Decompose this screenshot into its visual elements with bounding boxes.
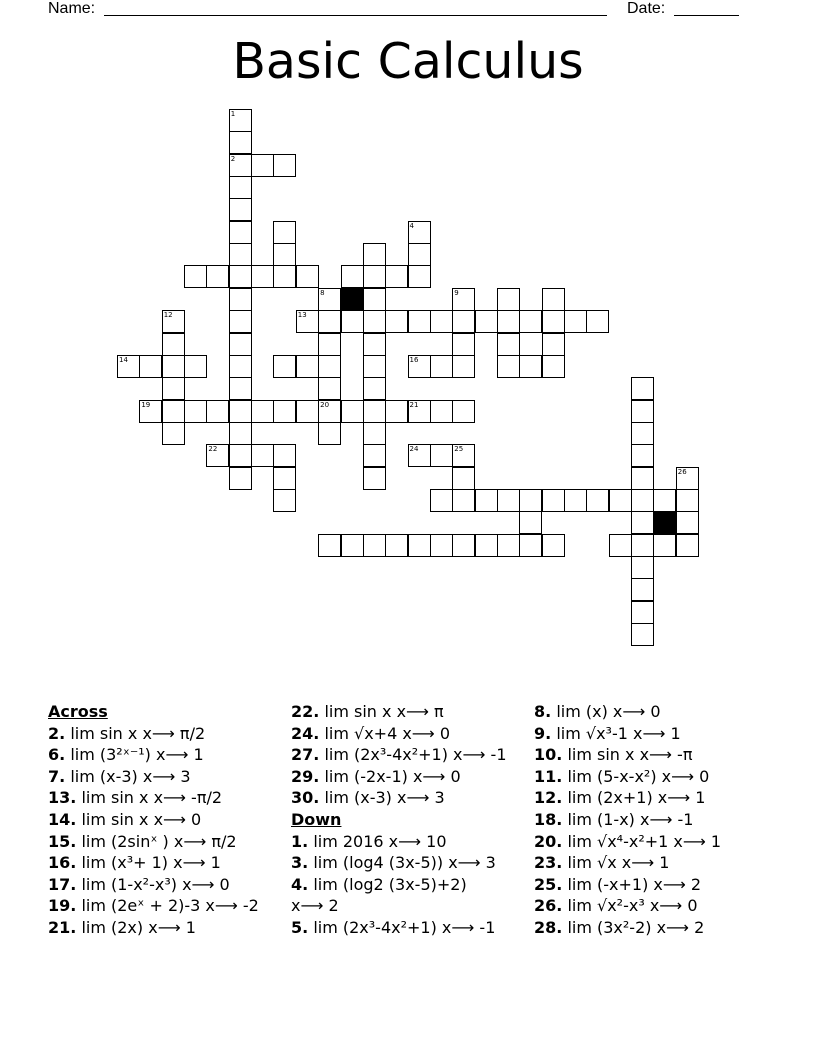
clue-number: 19 — [141, 400, 151, 409]
clue-item-number: 15. — [48, 831, 77, 851]
grid-cell[interactable] — [519, 310, 542, 333]
grid-cell[interactable] — [653, 534, 676, 557]
clue-item-number: 27. — [291, 745, 320, 765]
grid-cell[interactable] — [229, 444, 252, 467]
grid-cell[interactable] — [318, 310, 341, 333]
grid-cell[interactable] — [408, 243, 431, 266]
grid-cell[interactable] — [363, 288, 386, 311]
clue-column-2 — [291, 701, 526, 939]
grid-cell[interactable] — [631, 467, 654, 490]
clue-item-text: lim (3²ˣ⁻¹) x⟶ 1 — [70, 745, 204, 765]
grid-cell[interactable] — [564, 310, 587, 333]
grid-cell[interactable] — [363, 310, 386, 333]
clue-number: 26 — [677, 467, 687, 476]
grid-cell[interactable] — [497, 288, 520, 311]
grid-cell[interactable] — [408, 310, 431, 333]
clue-item — [291, 701, 526, 723]
grid-cell[interactable] — [497, 489, 520, 512]
clue-item-text: lim sin x x⟶ -π/2 — [81, 788, 223, 808]
grid-cell[interactable] — [609, 489, 632, 512]
grid-cell[interactable] — [229, 467, 252, 490]
grid-cell[interactable] — [206, 400, 229, 423]
grid-cell[interactable] — [229, 131, 252, 154]
grid-cell[interactable] — [363, 377, 386, 400]
clue-item — [534, 701, 769, 723]
clue-item-text: lim (5-x-x²) x⟶ 0 — [567, 766, 710, 786]
grid-cell[interactable] — [363, 243, 386, 266]
clue-column-3 — [534, 701, 769, 939]
clue-item-number: 11. — [534, 766, 563, 786]
clue-item-number: 3. — [291, 853, 309, 873]
clue-column-1 — [48, 701, 283, 939]
grid-cell[interactable] — [229, 243, 252, 266]
clue-item — [291, 744, 526, 766]
clue-item-number: 18. — [534, 809, 563, 829]
clue-item-number: 24. — [291, 723, 320, 743]
date-label: Date: — [627, 0, 666, 17]
grid-cell[interactable] — [408, 355, 431, 378]
grid-cell[interactable] — [184, 400, 207, 423]
grid-cell[interactable] — [341, 265, 364, 288]
clue-number: 12 — [163, 311, 173, 320]
clue-number: 24 — [409, 445, 419, 454]
grid-cell[interactable] — [408, 265, 431, 288]
grid-cell[interactable] — [229, 221, 252, 244]
grid-cell[interactable] — [273, 243, 296, 266]
clue-item-text: lim (x) x⟶ 0 — [556, 702, 661, 721]
grid-cell[interactable] — [229, 109, 252, 132]
clue-item — [291, 874, 526, 917]
grid-cell[interactable] — [296, 265, 319, 288]
grid-cell[interactable] — [162, 310, 185, 333]
grid-cell[interactable] — [452, 444, 475, 467]
grid-cell[interactable] — [475, 534, 498, 557]
grid-cell[interactable] — [452, 400, 475, 423]
grid-cell[interactable] — [430, 400, 453, 423]
grid-cell[interactable] — [363, 422, 386, 445]
grid-cell[interactable] — [385, 310, 408, 333]
grid-cell[interactable] — [542, 489, 565, 512]
grid-cell[interactable] — [318, 534, 341, 557]
grid-cell[interactable] — [542, 310, 565, 333]
grid-cell[interactable] — [676, 489, 699, 512]
grid-cell[interactable] — [184, 265, 207, 288]
grid-cell[interactable] — [363, 265, 386, 288]
clue-item-number: 2. — [48, 723, 66, 743]
clue-item — [48, 787, 283, 809]
clue-number: 2 — [230, 154, 236, 163]
clue-item — [291, 723, 526, 745]
clue-item — [48, 766, 283, 788]
clue-item — [534, 787, 769, 809]
clue-item-number: 26. — [534, 896, 563, 916]
grid-cell[interactable] — [363, 333, 386, 356]
grid-cell[interactable] — [497, 534, 520, 557]
clue-item — [48, 831, 283, 853]
grid-cell[interactable] — [631, 623, 654, 646]
clue-item-text: lim 2016 x⟶ 10 — [313, 831, 447, 851]
grid-cell[interactable] — [452, 333, 475, 356]
clue-item-text: lim √x⁴-x²+1 x⟶ 1 — [567, 831, 722, 851]
grid-cell[interactable] — [273, 467, 296, 490]
grid-cell[interactable] — [519, 511, 542, 534]
clue-item-number: 5. — [291, 917, 309, 937]
grid-cell[interactable] — [430, 310, 453, 333]
clue-item — [291, 831, 526, 853]
clue-item-number: 1. — [291, 831, 309, 851]
clue-item — [534, 874, 769, 896]
grid-cell[interactable] — [251, 444, 274, 467]
grid-cell[interactable] — [229, 400, 252, 423]
grid-cell[interactable] — [452, 467, 475, 490]
grid-cell[interactable] — [385, 400, 408, 423]
clue-item-number: 4. — [291, 874, 309, 894]
clue-item-text: lim (3x²-2) x⟶ 2 — [567, 917, 705, 937]
grid-block — [341, 288, 364, 311]
grid-cell[interactable] — [408, 534, 431, 557]
grid-cell[interactable] — [676, 511, 699, 534]
grid-cell[interactable] — [452, 489, 475, 512]
grid-cell[interactable] — [251, 400, 274, 423]
grid-cell[interactable] — [676, 534, 699, 557]
clue-number: 9 — [454, 288, 459, 297]
grid-cell[interactable] — [229, 310, 252, 333]
clue-item-text: lim (-2x-1) x⟶ 0 — [324, 766, 461, 786]
grid-cell[interactable] — [475, 489, 498, 512]
grid-cell[interactable] — [542, 355, 565, 378]
clue-item-text: lim (-x+1) x⟶ 2 — [567, 874, 702, 894]
grid-cell[interactable] — [452, 288, 475, 311]
clue-item-text: lim sin x x⟶ π/2 — [70, 723, 206, 743]
grid-cell[interactable] — [497, 355, 520, 378]
grid-cell[interactable] — [229, 355, 252, 378]
grid-cell[interactable] — [229, 176, 252, 199]
grid-cell[interactable] — [273, 355, 296, 378]
clue-item-number: 21. — [48, 917, 77, 937]
grid-cell[interactable] — [653, 489, 676, 512]
grid-cell[interactable] — [452, 310, 475, 333]
clue-item — [534, 852, 769, 874]
clue-item — [534, 766, 769, 788]
grid-cell[interactable] — [631, 489, 654, 512]
grid-cell[interactable] — [341, 310, 364, 333]
clue-number: 8 — [320, 288, 325, 297]
clue-item-number: 9. — [534, 723, 552, 743]
clue-item-number: 20. — [534, 831, 563, 851]
clue-item-text: lim √x+4 x⟶ 0 — [324, 723, 451, 743]
grid-cell[interactable] — [609, 534, 632, 557]
clue-item — [534, 744, 769, 766]
grid-cell[interactable] — [430, 444, 453, 467]
grid-cell[interactable] — [631, 444, 654, 467]
clue-number: 20 — [320, 400, 330, 409]
grid-cell[interactable] — [363, 400, 386, 423]
clue-item — [291, 852, 526, 874]
clue-item-number: 13. — [48, 788, 77, 808]
clue-number: 25 — [454, 445, 464, 454]
clue-item-text: lim (1-x) x⟶ -1 — [567, 809, 694, 829]
clue-item — [534, 895, 769, 917]
clue-item-text: lim sin x x⟶ π — [324, 702, 444, 721]
grid-cell[interactable] — [318, 355, 341, 378]
grid-cell[interactable] — [251, 265, 274, 288]
grid-cell[interactable] — [206, 265, 229, 288]
grid-cell[interactable] — [385, 534, 408, 557]
clue-item-number: 23. — [534, 853, 563, 873]
grid-cell[interactable] — [184, 355, 207, 378]
clue-item — [48, 744, 283, 766]
grid-cell[interactable] — [273, 265, 296, 288]
page-title: Basic Calculus — [232, 33, 584, 90]
grid-cell[interactable] — [475, 310, 498, 333]
grid-cell[interactable] — [564, 489, 587, 512]
grid-cell[interactable] — [229, 288, 252, 311]
grid-cell[interactable] — [318, 377, 341, 400]
clue-item-continuation: x⟶ 2 — [291, 896, 339, 916]
clue-number: 4 — [409, 221, 415, 230]
clue-item-number: 16. — [48, 853, 77, 873]
grid-cell[interactable] — [631, 377, 654, 400]
clue-item — [291, 787, 526, 809]
grid-cell[interactable] — [631, 534, 654, 557]
grid-cell[interactable] — [452, 534, 475, 557]
grid-cell[interactable] — [296, 355, 319, 378]
clue-item-number: 10. — [534, 745, 563, 765]
clue-item-number: 19. — [48, 896, 77, 916]
grid-cell[interactable] — [318, 422, 341, 445]
grid-cell[interactable] — [586, 310, 609, 333]
clue-number: 14 — [119, 355, 128, 364]
grid-cell[interactable] — [631, 400, 654, 423]
grid-cell[interactable] — [162, 422, 185, 445]
grid-cell[interactable] — [162, 400, 185, 423]
clue-item-text: lim (x-3) x⟶ 3 — [324, 788, 445, 808]
grid-cell[interactable] — [631, 511, 654, 534]
grid-cell[interactable] — [296, 310, 319, 333]
clue-item-text: lim (2x) x⟶ 1 — [81, 917, 196, 937]
grid-cell[interactable] — [139, 355, 162, 378]
clue-item — [48, 723, 283, 745]
clue-item-text: lim (x³+ 1) x⟶ 1 — [81, 853, 221, 873]
clue-item-text: lim (1-x²-x³) x⟶ 0 — [81, 874, 230, 894]
grid-cell[interactable] — [229, 422, 252, 445]
grid-cell[interactable] — [318, 400, 341, 423]
grid-cell[interactable] — [631, 578, 654, 601]
grid-cell[interactable] — [385, 265, 408, 288]
clue-item — [291, 766, 526, 788]
clue-item — [48, 809, 283, 831]
grid-cell[interactable] — [139, 400, 162, 423]
grid-cell[interactable] — [586, 489, 609, 512]
grid-cell[interactable] — [318, 288, 341, 311]
clue-item-text: lim √x²-x³ x⟶ 0 — [567, 896, 698, 916]
name-label: Name: — [48, 0, 96, 17]
grid-cell[interactable] — [363, 444, 386, 467]
clue-item-text: lim (2sinˣ ) x⟶ π/2 — [81, 831, 237, 851]
clue-item-number: 22. — [291, 702, 320, 721]
clue-number: 22 — [208, 445, 218, 454]
clue-item — [534, 809, 769, 831]
clue-item-text: lim sin x x⟶ 0 — [81, 809, 202, 829]
clue-number: 21 — [409, 400, 419, 409]
clue-item — [48, 917, 283, 939]
clue-item-text: lim (x-3) x⟶ 3 — [70, 766, 191, 786]
clue-item-number: 14. — [48, 809, 77, 829]
grid-cell[interactable] — [430, 355, 453, 378]
grid-cell[interactable] — [273, 489, 296, 512]
grid-cell[interactable] — [430, 489, 453, 512]
grid-cell[interactable] — [631, 556, 654, 579]
clue-item-text: lim sin x x⟶ -π — [567, 745, 693, 765]
grid-cell[interactable] — [162, 333, 185, 356]
clue-item-text: lim (log4 (3x-5)) x⟶ 3 — [313, 853, 496, 873]
grid-cell[interactable] — [363, 467, 386, 490]
grid-cell[interactable] — [542, 534, 565, 557]
grid-cell[interactable] — [273, 221, 296, 244]
clue-number: 1 — [230, 110, 236, 118]
clue-item-number: 25. — [534, 874, 563, 894]
clue-item-text: lim √x³-1 x⟶ 1 — [556, 723, 681, 743]
grid-cell[interactable] — [206, 444, 229, 467]
grid-cell[interactable] — [497, 333, 520, 356]
clue-item — [48, 874, 283, 896]
grid-cell[interactable] — [251, 154, 274, 177]
grid-cell[interactable] — [363, 355, 386, 378]
grid-cell[interactable] — [363, 534, 386, 557]
clue-item — [534, 723, 769, 745]
clue-number: 13 — [297, 311, 307, 320]
clue-number: 16 — [409, 355, 419, 364]
grid-cell[interactable] — [229, 333, 252, 356]
clue-item — [534, 831, 769, 853]
clue-item-text: lim √x x⟶ 1 — [567, 853, 670, 873]
clue-item-number: 30. — [291, 788, 320, 808]
across-heading: Across — [48, 702, 108, 721]
grid-cell[interactable] — [273, 154, 296, 177]
grid-cell[interactable] — [676, 467, 699, 490]
grid-cell[interactable] — [229, 377, 252, 400]
grid-cell[interactable] — [430, 534, 453, 557]
grid-cell[interactable] — [408, 444, 431, 467]
grid-cell[interactable] — [519, 534, 542, 557]
clue-item-text: lim (2x+1) x⟶ 1 — [567, 788, 706, 808]
clue-item-number: 6. — [48, 745, 66, 765]
grid-cell[interactable] — [162, 355, 185, 378]
grid-cell[interactable] — [341, 534, 364, 557]
grid-cell[interactable] — [542, 288, 565, 311]
grid-cell[interactable] — [452, 355, 475, 378]
clue-item-text: lim (2x³-4x²+1) x⟶ -1 — [313, 917, 496, 937]
clue-item — [48, 895, 283, 917]
grid-cell[interactable] — [408, 400, 431, 423]
clue-item-text: lim (2x³-4x²+1) x⟶ -1 — [324, 745, 507, 765]
grid-cell[interactable] — [341, 400, 364, 423]
grid-cell[interactable] — [318, 333, 341, 356]
clue-item-number: 17. — [48, 874, 77, 894]
grid-cell[interactable] — [117, 355, 140, 378]
grid-cell[interactable] — [273, 444, 296, 467]
clue-item — [534, 917, 769, 939]
clue-item — [48, 852, 283, 874]
grid-cell[interactable] — [631, 601, 654, 624]
clue-item-text: lim (2eˣ + 2)-3 x⟶ -2 — [81, 896, 259, 916]
grid-cell[interactable] — [296, 400, 319, 423]
grid-cell[interactable] — [542, 333, 565, 356]
clue-item-number: 12. — [534, 788, 563, 808]
clue-item — [291, 917, 526, 939]
grid-cell[interactable] — [519, 355, 542, 378]
grid-cell[interactable] — [497, 310, 520, 333]
down-heading: Down — [291, 809, 342, 829]
grid-cell[interactable] — [408, 221, 431, 244]
clue-item-number: 7. — [48, 766, 66, 786]
grid-cell[interactable] — [162, 377, 185, 400]
clue-item-number: 28. — [534, 917, 563, 937]
grid-cell[interactable] — [519, 489, 542, 512]
grid-cell[interactable] — [229, 265, 252, 288]
clue-item-number: 29. — [291, 766, 320, 786]
grid-cell[interactable] — [273, 400, 296, 423]
grid-block — [653, 511, 676, 534]
clue-item-text: lim (log2 (3x-5)+2) — [313, 874, 467, 894]
grid-cell[interactable] — [229, 198, 252, 221]
grid-cell[interactable] — [229, 154, 252, 177]
clue-item-number: 8. — [534, 702, 552, 721]
grid-cell[interactable] — [631, 422, 654, 445]
